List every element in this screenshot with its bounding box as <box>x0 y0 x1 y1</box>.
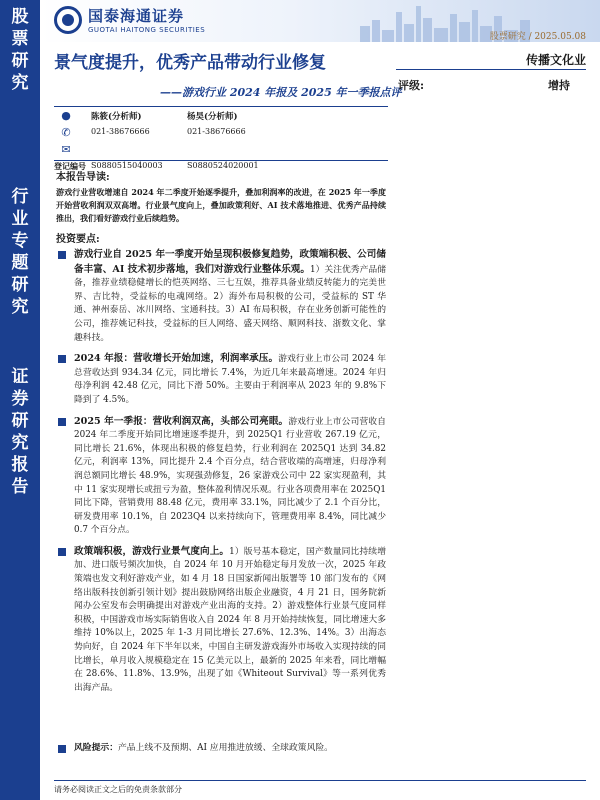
person-icon: ● <box>61 109 71 122</box>
rating-label: 评级: <box>398 79 425 92</box>
company-name-cn: 国泰海通证券 <box>88 7 185 25</box>
list-item: 政策端积极，游戏行业景气度向上。1）版号基本稳定，国产数量同比持续增加、进口版号频次加快，自 2024 年 10 月开始稳定每月发放一次，2025 年政策端也发文利好游戏产业，如 4 月 18 日国家新闻出版署等 10 部门发布的《网络出版科技创新引领计划》提出鼓励网络出版企业融资，4 月 21 日，国务院新闻办公室发布会明确提出对游戏产业出海的支持。2）游戏整体行业景气度同样积极，中国游戏市场实际销售收入自 2024 年 8 月开始持续恢复，同比增速大多维持 10%以上，2025 年 1-3 月同比增长 27.6%、12.3%、14%。3）出海态势向好，自 2024 年下半年以来，中国自主研发游戏海外市场收入实现持续的同比增长，单月收入规模稳定在 15 亿美元以上，最新的 2025 年来看，同比增幅在 28.6%、11.8%、13.9%，出现了如《Whiteout Survival》等一系列优秀出海产品。 <box>56 545 386 696</box>
risk-notice: 风险提示：产品上线不及预期、AI 应用推进放缓、全球政策风险。 <box>56 742 386 755</box>
footer-disclaimer[interactable]: 请务必阅读正文之后的免责条款部分 <box>54 785 182 794</box>
report-type-date: 股票研究 / 2025.05.08 <box>489 32 586 42</box>
analyst-bottom-rule <box>54 160 388 161</box>
analyst-cert: S0880524020001 <box>187 161 259 170</box>
analyst-cert: S0880515040003 <box>91 161 163 170</box>
analyst-phone: 021-38676666 <box>187 127 246 136</box>
analyst-phone: 021-38676666 <box>91 127 150 136</box>
footer-rule <box>54 780 586 781</box>
list-item: 2024 年报：营收增长开始加速，利润率承压。游戏行业上市公司 2024 年总营收达到 934.34 亿元，同比增长 7.4%，为近几年来最高增速。2024 年归母净利润 42.48 亿元，同比下滑 50%。主要由于利润率从 2023 年的 9.8%下降到了 4.5%。 <box>56 352 386 407</box>
company-logo <box>54 5 205 34</box>
industry-name: 传播文化业 <box>525 53 586 67</box>
report-subtitle: ——游戏行业 2024 年报及 2025 年一季报点评 <box>160 86 402 99</box>
cert-label: 登记编号 <box>54 161 86 171</box>
list-item: 游戏行业自 2025 年一季度开始呈现积极修复趋势，政策端积极、公司储备丰富、AI 技术初步落地，我们对游戏行业整体乐观。1）关注优秀产品储备，推荐业绩稳健增长的恺英网络、三七互娱，推荐具备业绩反转能力的完美世界、吉比特，受益标的电魂网络。2）海外布局积极的公司，受益标的 ST 华通、神州泰岳、冰川网络、宝通科技。3）AI 布局积极，存在业务创新可能性的公司，推荐姚记科技，受益标的巨人网络、盛天网络、顺网科技、浙数文化、掌趣科技。 <box>56 248 386 345</box>
analyst-top-rule <box>54 106 388 107</box>
list-item: 2025 年一季报：营收利润双高，头部公司亮眼。游戏行业上市公司营收自 2024 年二季度开始同比增速逐季提升，到 2025Q1 行业营收 267.19 亿元，同比增长 21.6%，体现出积极的修复趋势，行业利润在 2025Q1 达到 34.82 亿元，利润率 13%，同比提升 2.4 个百分点，结合营收端的高增速，归母净利润总额同比增长 48.9%，实现强劲修复，26 家游戏公司中 22 家实现盈利，其中 11 家实现增长或扭亏为盈，整体盈利情况乐观。行业各项费用率在 2025Q1 同比下降，营销费用 88.48 亿元，费用率 33.1%，同比减少了 2.1 个百分比，研发费用率 10.1%，自 2023Q4 以来持续向下，管理费用率 8.4%，同比减少 0.7 个百分点。 <box>56 415 386 538</box>
guide-text: 游戏行业营收增速自 2024 年二季度开始逐季提升，叠加利润率的改进，在 2025 年一季度开始营收利润双双高增。行业景气度向上，叠加政策利好、AI 技术落地推进、优秀产品持续推出，我们看好游戏行业后续趋势。 <box>56 187 386 223</box>
analyst-name: 陈筱(分析师) <box>91 112 142 122</box>
envelope-icon: ✉ <box>61 143 71 156</box>
sidebar-label-stock-research: 股 票 研 究 <box>11 7 29 93</box>
analyst-name: 杨昊(分析师) <box>187 112 238 122</box>
sidebar-label-industry-report: 行 业 专 题 研 究 <box>11 187 29 317</box>
points-heading: 投资要点: <box>56 234 100 245</box>
report-title: 景气度提升，优秀产品带动行业修复 <box>54 53 326 73</box>
rating-divider <box>396 69 586 70</box>
company-name-en: GUOTAI HAITONG SECURITIES <box>88 26 206 34</box>
logo-mark-icon <box>54 6 82 34</box>
guide-heading: 本报告导读: <box>56 172 110 183</box>
phone-icon: ✆ <box>61 126 71 139</box>
investment-points <box>56 248 386 702</box>
rating-value: 增持 <box>548 79 570 92</box>
sidebar-label-securities-report: 证 券 研 究 报 告 <box>11 367 29 497</box>
